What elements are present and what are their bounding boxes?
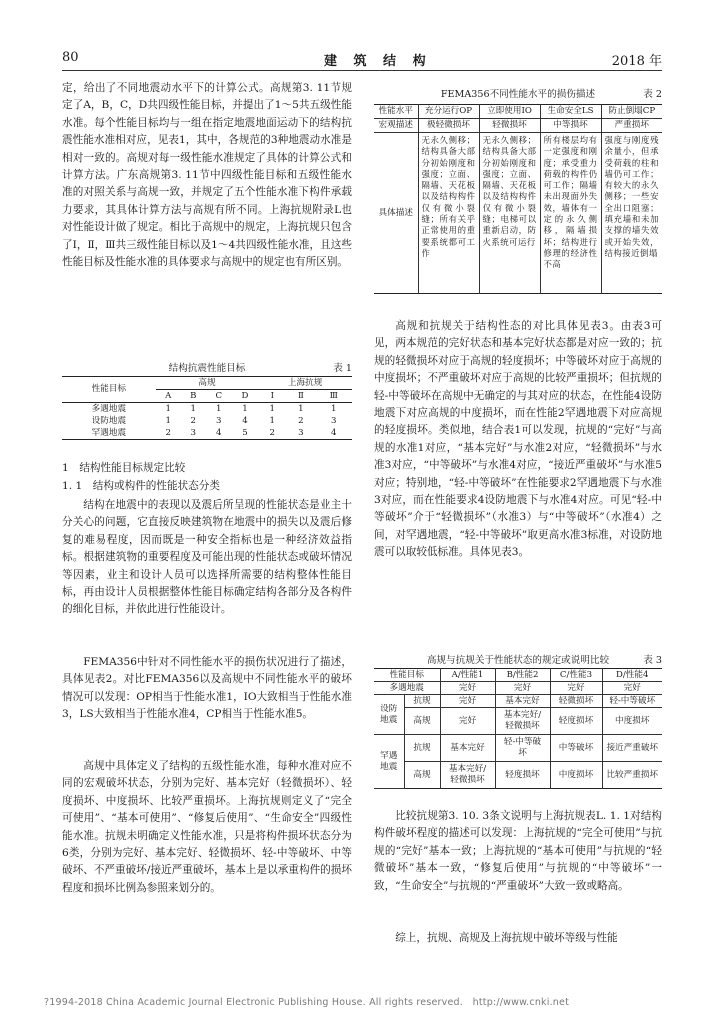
page-number: 80 [62,50,79,65]
table-row: 罕遇地震 2 3 4 5 2 3 4 [91,427,337,438]
table-row: 高规 完好 基本完好/轻微损坏 轻度损坏 中度损坏 [374,708,662,735]
op-description: 无永久侧移；结构具备大部分初始刚度和强度；立面、隔墙、天花板以及结构构件仅有微小裂缝；所有关乎正常使用的重要系统都可工作 [418,133,479,294]
table2-caption [374,86,662,100]
table1-subhead: Ⅰ [258,390,286,403]
copyright-footer: ?1994-2018 China Academic Journal Electronic Publishing House. All rights reserved. http://www.cnki.net [44,997,569,1008]
table-row: 性能目标 A/性能1 B/性能2 C/性能3 D/性能4 [374,669,662,682]
right-paragraph-3: 综上，抗规、高规及上海抗规中破坏等级与性能 [395,932,618,944]
table1-group-gaogui: 高规 [156,377,259,390]
table1-subhead: Ⅲ [315,390,352,403]
table3-caption [374,652,662,666]
table1-label: 表 1 [333,363,352,374]
table2-label: 表 2 [643,89,662,100]
performance-state-comparison-table [374,668,662,789]
left-paragraph-2: 结构在地震中的表现以及震后所呈现的性能状态是业主十分关心的问题，它直接反映建筑物在地震中的损失以及震后修复的难易程度，因而既是一种安全指标也是一种经济效益指标。根据建筑物的重要程度及可能出现的性能状态或破坏情况等因素，业主和设计人员可以选择所需要的结构整体性能目标，再由设计人员根据整体性能目标确定结构各部分及各构件的细化目标，并依此进行性能设计。 [62,499,352,616]
section-1-heading: 1 结构性能目标规定比较 [62,462,186,474]
table3-label: 表 3 [643,655,662,666]
left-paragraph-1: 定，给出了不同地震动水平下的计算公式。高规第3. 11节规定了A，B，C，D共四级性能目标，并提出了1～5共五级性能水准。每个性能目标均与一组在指定地震地面运动下的结构抗震性能水准相对应，见表1，其中，各规范的3种地震动水准是相对一致的。高规对每一级性能水准规定了具体的计算公式和计算方法。广东高规第3. 11节中四级性能目标和五级性能水准的对照关系与高规一致，并规定了五个性能水准下构件承载力要求，其具体计算方法与高规有所不同。上海抗规附录L也对性能设计做了规定。相比于高规中的规定，上海抗规只包含了Ⅰ，Ⅱ，Ⅲ共三级性能目标以及1～4共四级性能水准，且这些性能目标及性能水准的具体要求与高规中的规定也有所区别。 [62,82,352,269]
table-row: 具体描述 无永久侧移；结构具备大部分初始刚度和强度；立面、隔墙、天花板以及结构构件仅有微小裂缝；所有关乎正常使用的重要系统都可工作 无永久侧移；结构具备大部分初始刚度和强度；立面、隔墙、天花板以及结构构件仅有微小裂缝；电梯可以重新启动，防火系统可运行 所有楼层均有一定强度和刚度；承受重力荷载的构件仍可工作；隔墙未出现面外失效，墙体有一定的永久侧移，隔墙损坏；结构进行修理的经济性不高 强度与刚度残余量小，但承受荷载的柱和墙仍可工作；有较大的永久侧移；一些安全出口阻塞；填充墙和未加支撑的墙失效或开始失效，结构接近倒塌 [374,133,662,294]
table-row: 多遇地震 完好 完好 完好 完好 [374,682,662,695]
io-description: 无永久侧移；结构具备大部分初始刚度和强度；立面、隔墙、天花板以及结构构件仅有微小裂缝；电梯可以重新启动，防火系统可运行 [479,133,540,294]
table-row: 罕遇地震 抗规 基本完好 轻-中等破坏 中等破坏 接近严重破坏 [374,735,662,762]
journal-title: 建 筑 结 构 [324,54,432,69]
table1-subhead: C [206,390,232,403]
right-paragraph-2: 比较抗规第3. 10. 3条文说明与上海抗规表L. 1. 1对结构构件破坏程度的描述可以发现：上海抗规的“完全可使用”与抗规的“完好”基本一致；上海抗规的“基本可使用”与抗规的“轻微破坏”基本一致，“修复后使用”与抗规的“中等破坏”一致，“生命安全”与抗规的“严重破坏”大致一致或略高。 [374,810,662,892]
year: 2018 年 [611,54,662,69]
running-header [62,50,662,68]
table1-group-shanghai: 上海抗规 [258,377,352,390]
fema356-damage-table [374,104,662,294]
table-row: 设防地震 抗规 完好 基本完好 轻微损坏 轻-中等破坏 [374,695,662,708]
table1-subhead: Ⅱ [286,390,315,403]
table-row: 宏观描述 极轻微损坏 轻微损坏 中等损坏 严重损坏 [374,119,662,133]
ls-description: 所有楼层均有一定强度和刚度；承受重力荷载的构件仍可工作；隔墙未出现面外失效，墙体有一定的永久侧移，隔墙损坏；结构进行修理的经济性不高 [540,133,601,294]
header-rule [62,70,662,71]
table1-subhead: A [156,390,181,403]
left-paragraph-4: 高规中具体定义了结构的五级性能水准，每种水准对应不同的宏观破坏状态，分别为完好、基本完好（轻微损坏）、轻度损坏、中度损坏、比较严重损坏。上海抗规则定义了“完全可使用”、“基本可使用”、“修复后使用”、“生命安全”四级性能水准。抗规未明确定义性能水准，只是将构件损坏状态分为6类，分别为完好、基本完好、轻微损坏、轻-中等破坏、中等破坏、不严重破坏/接近严重破坏，基本上是以承重构件的损坏程度和损坏比例為参照来划分的。 [62,760,352,894]
left-paragraph-3: FEMA356中针对不同性能水平的损伤状况进行了描述，具体见表2。对比FEMA356以及高规中不同性能水平的破坏情况可以发现：OP相当于性能水准1，IO大致相当于性能水准3，LS大致相当于性能水准4，CP相当于性能水准5。 [62,656,352,721]
table2-title: FEMA356不同性能水平的损伤描述 [440,89,596,100]
table1-subhead: B [181,390,206,403]
table-row: 多遇地震 1 1 1 1 1 1 1 [91,403,337,414]
table1-head-target: 性能目标 [62,377,156,403]
cp-description: 强度与刚度残余量小，但承受荷载的柱和墙仍可工作；有较大的永久侧移；一些安全出口阻塞；填充墙和未加支撑的墙失效或开始失效，结构接近倒塌 [601,133,662,294]
right-paragraph-1: 高规和抗规关于结构性态的对比具体见表3。由表3可见，两本规范的完好状态和基本完好状态都是对应一致的；抗规的轻微损坏对应于高规的轻度损坏；中等破坏对应于高规的中度损坏；不严重破坏对应于高规的比较严重损坏；但抗规的轻-中等破坏在高规中无确定的与其对应的状态，在性能4设防地震下对应高规的中度损坏，而在性能2罕遇地震下对应高规的轻度损坏。类似地，结合表1可以发现，抗规的“完好”与高规的水准1对应，“基本完好”与水准2对应，“轻微损坏”与水准3对应，“中等破坏”与水准4对应，“接近严重破坏”与水准5对应；特别地，“轻-中等破坏”在性能要求2罕遇地震下与水准3对应，而在性能要求4设防地震下与水准4对应。可见“轻-中等破坏”介于“轻微损坏”（水准3）与“中等破坏”（水准4）之间，对罕遇地震，“轻-中等破坏”取更高水准3标准，对设防地震可以取较低标准。具体见表3。 [374,320,662,559]
table-row: 性能水平 充分运行OP 立即使用IO 生命安全LS 防止倒塌CP [374,105,662,119]
table3-title: 高规与抗规关于性能状态的规定或说明比较 [426,655,610,666]
performance-target-table [62,376,352,440]
table1-caption [62,360,352,374]
table1-title: 结构抗震性能目标 [168,363,246,374]
table-row: 高规 基本完好/轻微损坏 轻度损坏 中度损坏 比较严重损坏 [374,762,662,789]
table-row: 设防地震 1 2 3 4 1 2 3 [91,415,337,426]
section-1-1-heading: 1. 1 结构或构件的性能状态分类 [62,480,220,492]
table1-subhead: D [232,390,259,403]
